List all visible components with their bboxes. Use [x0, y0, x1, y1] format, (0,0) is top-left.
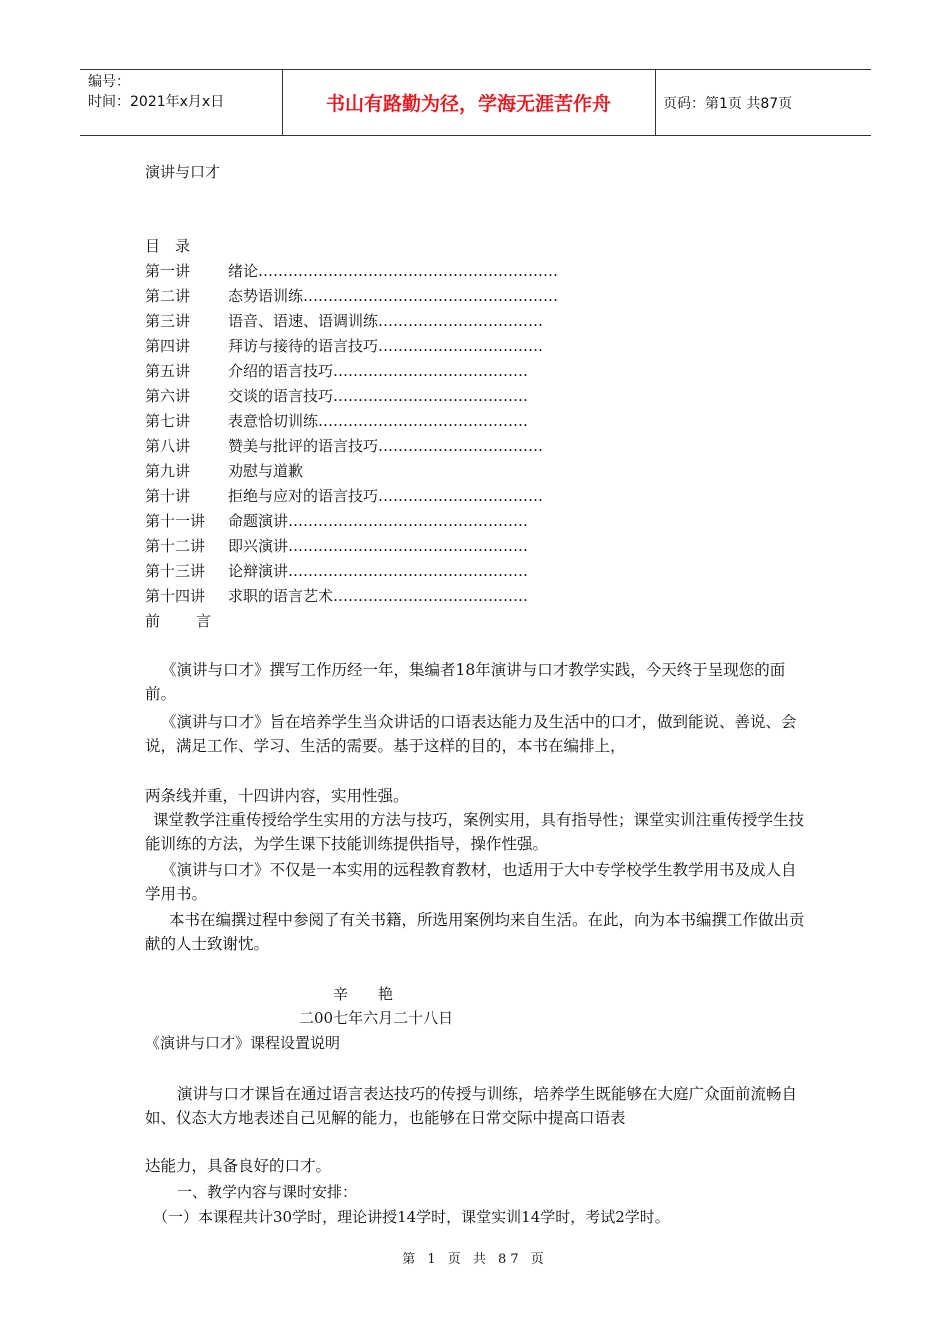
header-motto: 书山有路勤为径，学海无涯苦作舟 — [325, 92, 611, 115]
toc-entry-title: 赞美与批评的语言技巧…………………………… — [228, 437, 544, 455]
toc-entry-number: 第十二讲 — [145, 537, 206, 555]
course-intro-continued: 达能力，具备良好的口才。 — [145, 1157, 332, 1175]
toc-entry-title: 表意恰切训练…………………………………… — [228, 412, 529, 430]
toc-entry-number: 第十四讲 — [145, 587, 206, 605]
toc-entry-number: 第十三讲 — [145, 562, 206, 580]
doc-title: 演讲与口才 — [145, 163, 221, 181]
toc-entry-number: 第八讲 — [145, 437, 191, 455]
toc-entry-number: 第十一讲 — [145, 512, 206, 530]
header-bottom-rule — [80, 135, 871, 136]
toc-entry-title: 即兴演讲………………………………………… — [228, 537, 529, 555]
toc-entry-title: 命题演讲………………………………………… — [228, 512, 529, 530]
toc-entry-number: 第三讲 — [145, 312, 191, 330]
preface-author: 辛 艳 — [333, 985, 394, 1003]
toc-entry-number: 第十讲 — [145, 487, 191, 505]
toc-entry-title: 论辩演讲………………………………………… — [228, 562, 529, 580]
toc-entry-title: 态势语训练…………………………………………… — [228, 287, 559, 305]
toc-entry-title: 拒绝与应对的语言技巧…………………………… — [228, 487, 544, 505]
course-intro: 演讲与口才课旨在通过语言表达技巧的传授与训练，培养学生既能够在大庭广众面前流畅自如、仪态大方地表述自己见解的能力，也能够在日常交际中提高口语表 — [145, 1085, 798, 1127]
toc-entry-title: 拜访与接待的语言技巧…………………………… — [228, 337, 544, 355]
preface-heading: 前 言 — [145, 612, 214, 630]
header-meta — [88, 72, 224, 112]
toc-entry-title: 劝慰与道歉 — [228, 462, 304, 480]
preface-paragraph: 《演讲与口才》旨在培养学生当众讲话的口语表达能力及生活中的口才，做到能说、善说、会说，满足工作、学习、生活的需要。基于这样的目的，本书在编排上， — [145, 713, 797, 755]
toc-entry-title: 绪论…………………………………………………… — [228, 262, 559, 280]
toc-entry-number: 第一讲 — [145, 262, 191, 280]
toc-entry-number: 第六讲 — [145, 387, 191, 405]
toc-entry-title: 交谈的语言技巧………………………………… — [228, 387, 529, 405]
toc-entry-number: 第七讲 — [145, 412, 191, 430]
toc-entry-number: 第九讲 — [145, 462, 191, 480]
preface-paragraph: 课堂教学注重传授给学生实用的方法与技巧，案例实用，具有指导性；课堂实训注重传授学生技能训练的方法，为学生课下技能训练提供指导，操作性强。 — [145, 811, 805, 853]
course-item: （一）本课程共计30学时，理论讲授14学时，课堂实训14学时，考试2学时。 — [153, 1208, 670, 1226]
course-heading: 《演讲与口才》课程设置说明 — [145, 1034, 341, 1052]
toc-entry-title: 介绍的语言技巧………………………………… — [228, 362, 529, 380]
time-label: 时间：2021年x月x日 — [88, 94, 225, 110]
header-divider — [655, 69, 656, 135]
toc-heading: 目 录 — [145, 237, 191, 255]
preface-paragraph: 两条线并重，十四讲内容，实用性强。 — [145, 787, 409, 805]
course-section-heading: 一、教学内容与课时安排： — [177, 1183, 358, 1201]
page-footer: 第 1 页 共 87 页 — [402, 1252, 548, 1267]
preface-paragraph: 《演讲与口才》不仅是一本实用的远程教育教材，也适用于大中专学校学生教学用书及成人自学用书。 — [145, 861, 797, 903]
preface-paragraph: 本书在编撰过程中参阅了有关书籍，所选用案例均来自生活。在此，向为本书编撰工作做出贡献的人士致谢忱。 — [145, 911, 805, 953]
toc-entry-number: 第五讲 — [145, 362, 191, 380]
toc-entry-title: 语音、语速、语调训练…………………………… — [228, 312, 544, 330]
toc-entry-title: 求职的语言艺术………………………………… — [228, 587, 529, 605]
preface-paragraph: 《演讲与口才》撰写工作历经一年，集编者18年演讲与口才教学实践，今天终于呈现您的面前。 — [145, 661, 786, 703]
preface-date: 二00七年六月二十八日 — [299, 1009, 454, 1027]
serial-label: 编号： — [88, 74, 130, 90]
toc-entry-number: 第四讲 — [145, 337, 191, 355]
toc-entry-number: 第二讲 — [145, 287, 191, 305]
header-page-info: 页码：第1页 共87页 — [663, 96, 793, 112]
